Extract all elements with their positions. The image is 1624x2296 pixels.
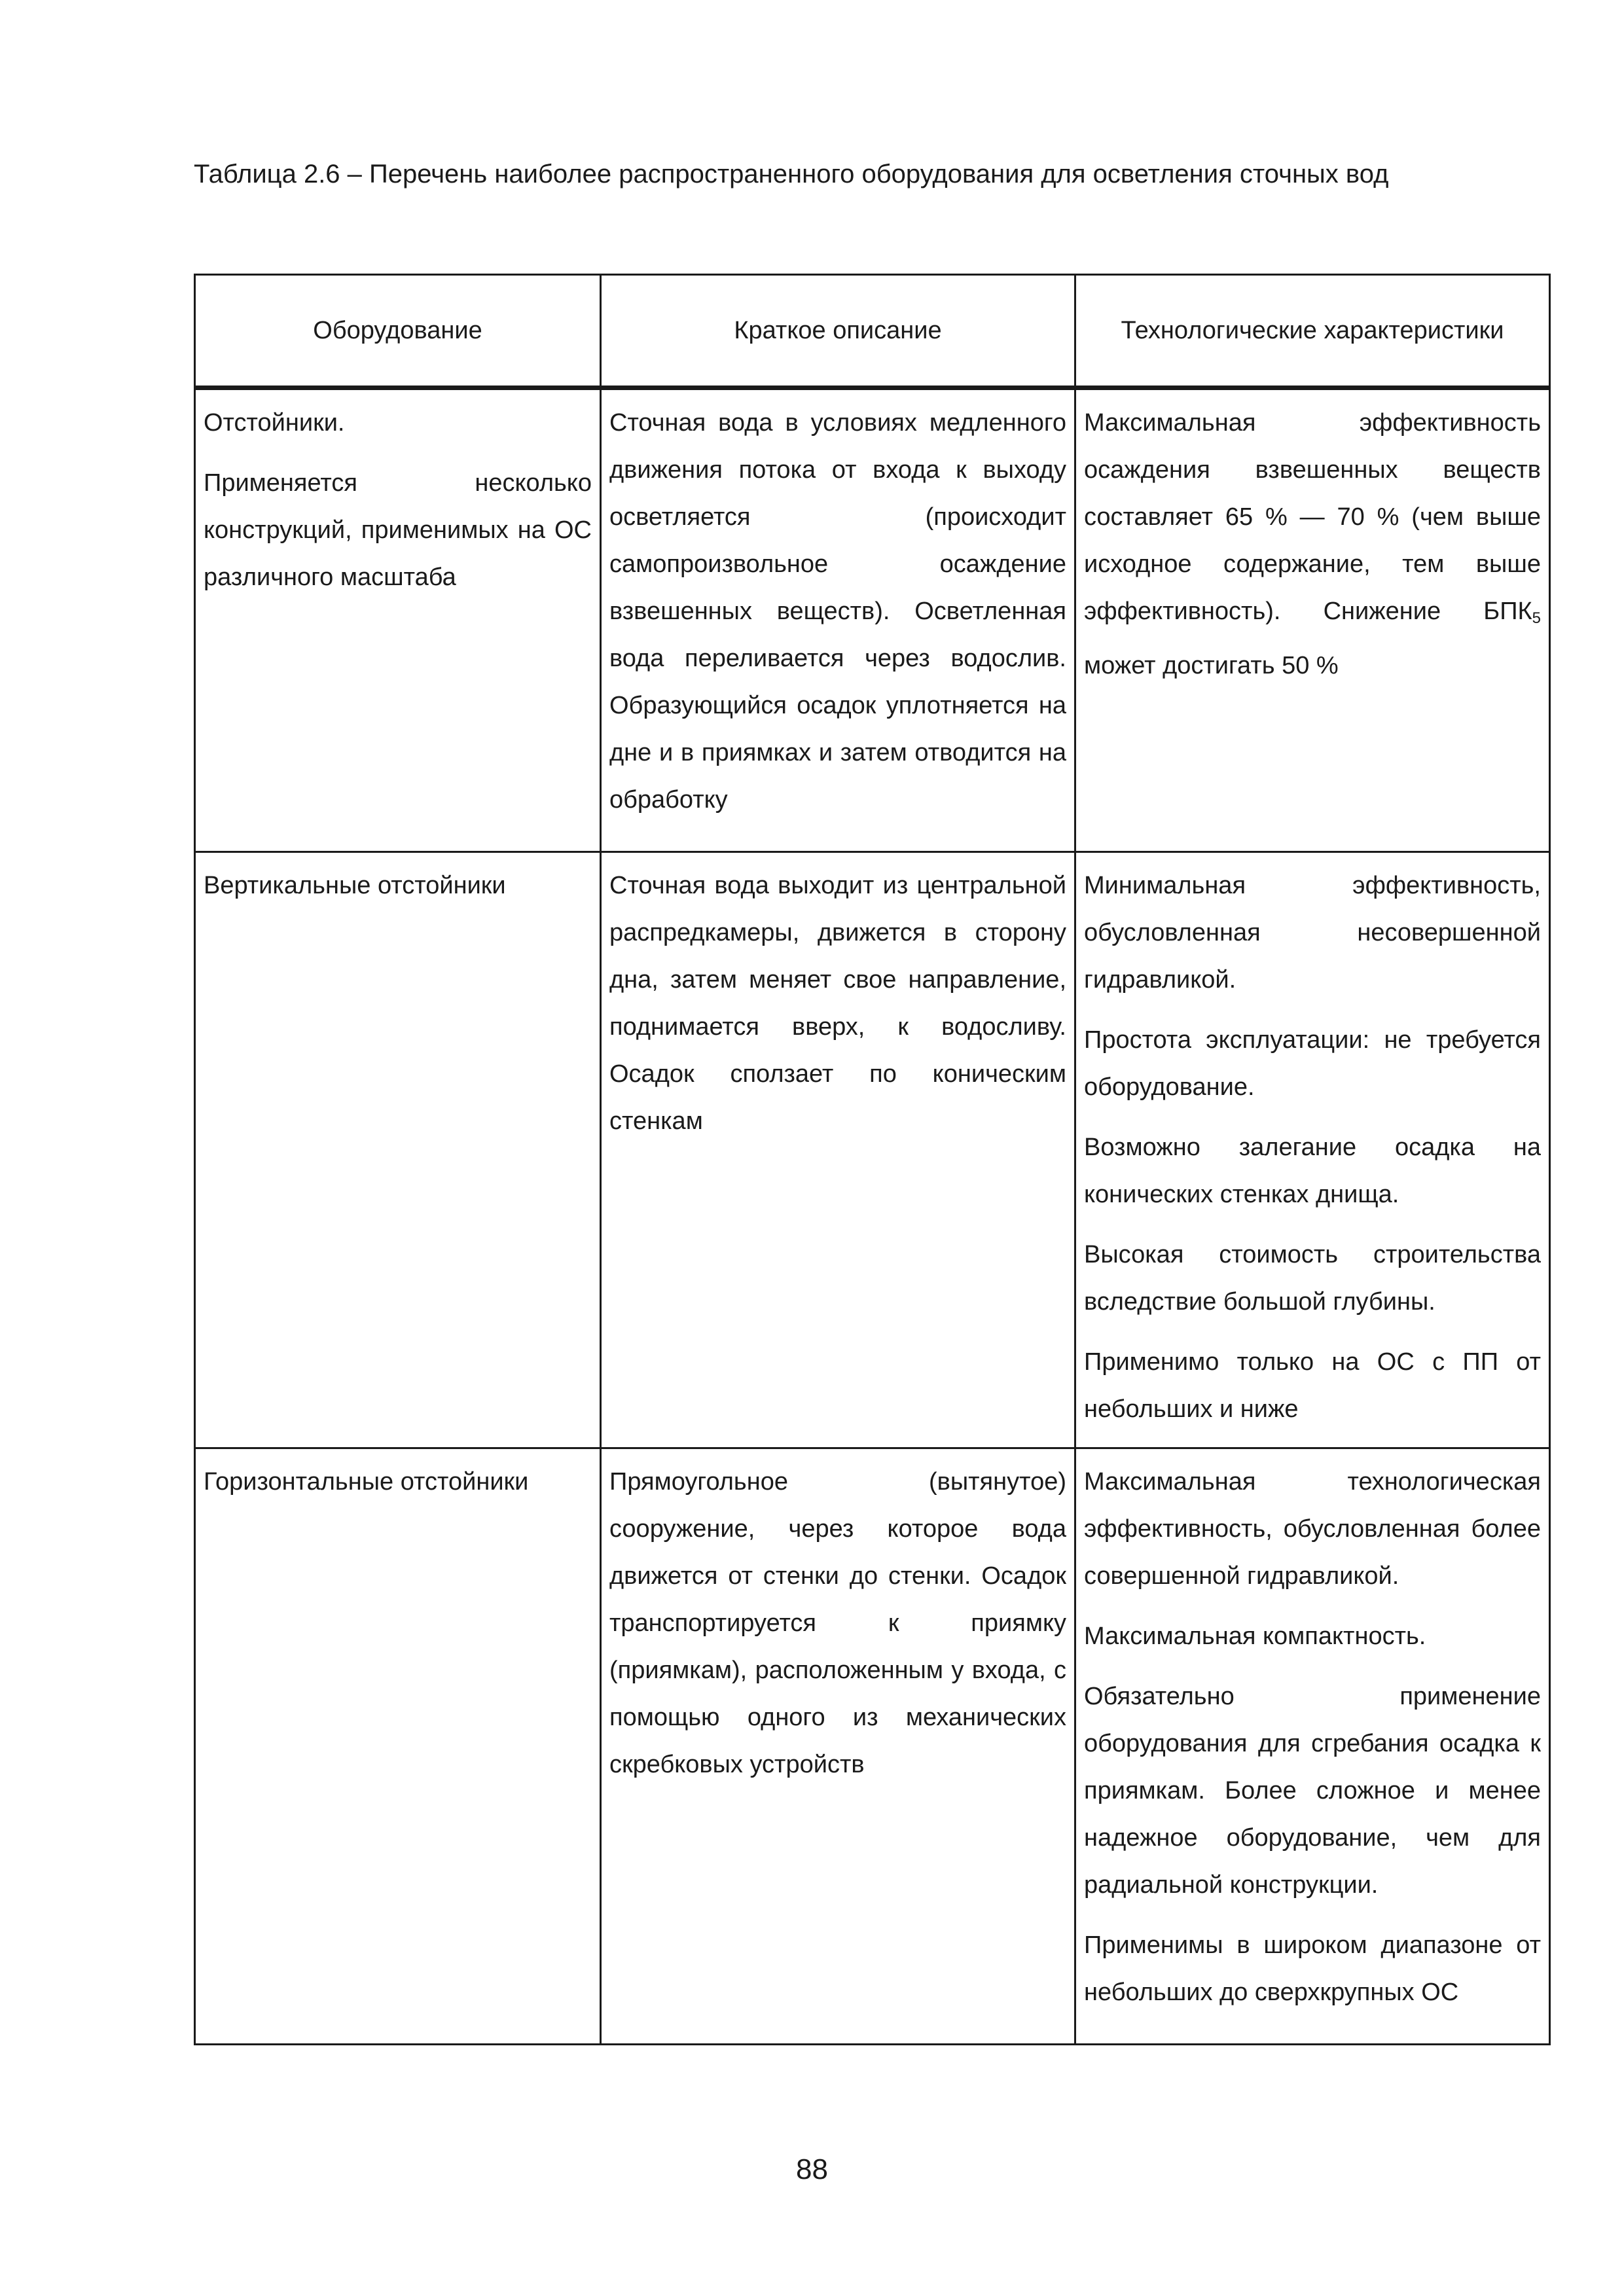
equipment-name: Горизонтальные отстойники bbox=[204, 1468, 529, 1496]
page-number: 88 bbox=[796, 2153, 828, 2185]
characteristics-text bbox=[1084, 399, 1541, 689]
characteristics-text-part: Максимальная эффективность осаждения взвешенных веществ составляет 65 % — 70 % (чем выше исходное содержание, тем выше эффективность). Снижение БПК bbox=[1084, 409, 1541, 625]
equipment-name: Отстойники. bbox=[204, 409, 345, 437]
characteristics-item: Возможно залегание осадка на конических стенках днища. bbox=[1084, 1134, 1541, 1208]
equipment-cell bbox=[195, 852, 601, 1448]
characteristics-item: Применимо только на ОС с ПП от небольших и ниже bbox=[1084, 1348, 1541, 1423]
characteristics-item: Максимальная компактность. bbox=[1084, 1623, 1426, 1650]
header-description: Краткое описание bbox=[601, 275, 1075, 388]
characteristics-text-part: может достигать 50 % bbox=[1084, 652, 1339, 679]
description-text: Прямоугольное (вытянутое) сооружение, через которое вода движется от стенки до стенки. Осадок транспортируется к приямку (приямкам), расположенным у входа, с помощью одного из механических скребковых устройств bbox=[609, 1468, 1066, 1778]
equipment-name: Вертикальные отстойники bbox=[204, 872, 506, 899]
table-caption: Таблица 2.6 – Перечень наиболее распространенного оборудования для осветления сточных вод bbox=[194, 160, 1389, 188]
description-cell bbox=[601, 388, 1075, 852]
description-cell bbox=[601, 852, 1075, 1448]
table-header-row bbox=[195, 275, 1550, 388]
table-row bbox=[195, 1448, 1550, 2045]
characteristics-item: Минимальная эффективность, обусловленная несовершенной гидравликой. bbox=[1084, 872, 1541, 994]
description-text: Сточная вода выходит из центральной распредкамеры, движется в сторону дна, затем меняет свое направление, поднимается вверх, к водосливу. Осадок сползает по коническим стенкам bbox=[609, 872, 1066, 1135]
header-equipment: Оборудование bbox=[195, 275, 601, 388]
table-row bbox=[195, 852, 1550, 1448]
table-row bbox=[195, 388, 1550, 852]
header-characteristics: Технологические характеристики bbox=[1075, 275, 1550, 388]
characteristics-item: Высокая стоимость строительства вследствие большой глубины. bbox=[1084, 1241, 1541, 1316]
description-cell bbox=[601, 1448, 1075, 2045]
equipment-note: Применяется несколько конструкций, применимых на ОС различного масштаба bbox=[204, 469, 592, 591]
characteristics-item: Простота эксплуатации: не требуется оборудование. bbox=[1084, 1026, 1541, 1101]
equipment-table bbox=[194, 274, 1551, 2045]
characteristics-cell bbox=[1075, 388, 1550, 852]
characteristics-item: Применимы в широком диапазоне от небольших до сверхкрупных ОС bbox=[1084, 1931, 1541, 2006]
characteristics-item: Обязательно применение оборудования для сгребания осадка к приямкам. Более сложное и менее надежное оборудование, чем для радиальной конструкции. bbox=[1084, 1683, 1541, 1899]
equipment-cell bbox=[195, 1448, 601, 2045]
characteristics-cell bbox=[1075, 852, 1550, 1448]
characteristics-item: Максимальная технологическая эффективность, обусловленная более совершенной гидравликой. bbox=[1084, 1468, 1541, 1590]
characteristics-cell bbox=[1075, 1448, 1550, 2045]
subscript-5: 5 bbox=[1532, 609, 1541, 627]
description-text: Сточная вода в условиях медленного движения потока от входа к выходу осветляется (происходит самопроизвольное осаждение взвешенных веществ). Осветленная вода переливается через водослив. Образующийся осадок уплотняется на дне и в приямках и затем отводится на обработку bbox=[609, 409, 1066, 814]
equipment-cell bbox=[195, 388, 601, 852]
